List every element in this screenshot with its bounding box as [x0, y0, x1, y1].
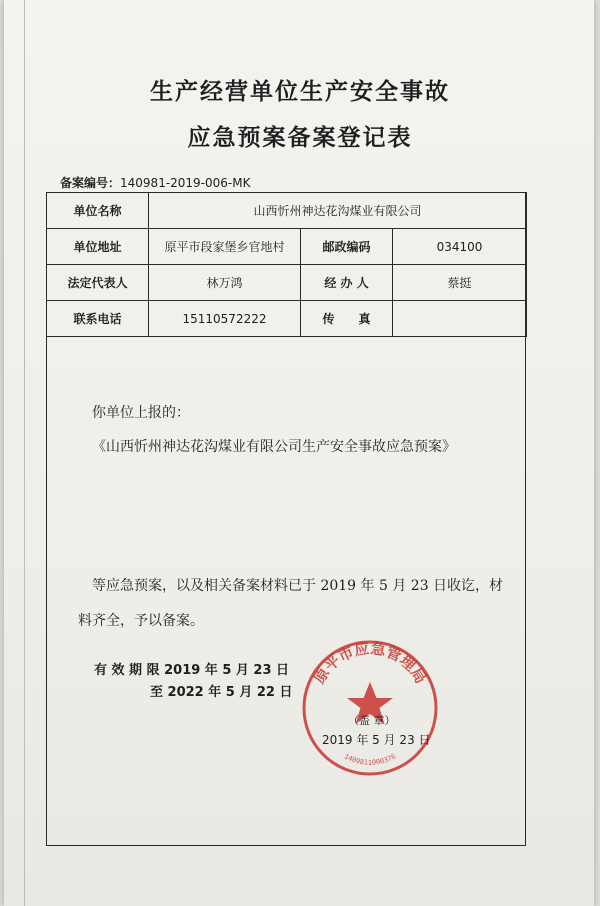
body-line-4: 料齐全，予以备案。	[78, 613, 204, 629]
fax-label: 传 真	[301, 301, 393, 337]
table-row	[47, 193, 527, 229]
table-row	[47, 301, 527, 337]
legal-rep-label: 法定代表人	[47, 265, 149, 301]
body-line-3: 等应急预案，以及相关备案材料已于 2019 年 5 月 23 日收讫，材	[92, 578, 504, 594]
legal-rep-value: 林万鸿	[149, 265, 301, 301]
table-row	[47, 265, 527, 301]
registration-table	[46, 192, 527, 337]
seal-code-text: 1409811000376	[342, 752, 398, 767]
phone-value: 15110572222	[149, 301, 301, 337]
body-line-1: 你单位上报的：	[92, 405, 190, 421]
postal-code-value: 034100	[393, 229, 527, 265]
unit-name-label: 单位名称	[47, 193, 149, 229]
filing-number	[60, 174, 250, 191]
seal-org-text: 原平市应急管理局	[310, 639, 430, 687]
document-title-line1: 生产经营单位生产安全事故	[150, 79, 450, 105]
document-title-line2: 应急预案备案登记表	[187, 125, 413, 151]
filing-number-value: 140981-2019-006-MK	[120, 176, 251, 190]
seal-date: 2019 年 5 月 23 日	[322, 733, 431, 747]
phone-label: 联系电话	[47, 301, 149, 337]
unit-name-value: 山西忻州神达花沟煤业有限公司	[149, 193, 527, 229]
unit-address-label: 单位地址	[47, 229, 149, 265]
fax-value	[393, 301, 527, 337]
handler-value: 蔡挺	[393, 265, 527, 301]
validity-line-1: 有 效 期 限 2019 年 5 月 23 日	[94, 663, 290, 678]
validity-line-2: 至 2022 年 5 月 22 日	[150, 685, 293, 700]
body-line-2: 《山西忻州神达花沟煤业有限公司生产安全事故应急预案》	[92, 439, 456, 455]
handler-label: 经 办 人	[301, 265, 393, 301]
postal-code-label: 邮政编码	[301, 229, 393, 265]
official-seal-icon	[300, 638, 440, 778]
unit-address-value: 原平市段家堡乡官地村	[149, 229, 301, 265]
table-row	[47, 229, 527, 265]
seal-note: （盖 章）	[348, 714, 396, 727]
filing-number-label: 备案编号：	[60, 176, 121, 190]
